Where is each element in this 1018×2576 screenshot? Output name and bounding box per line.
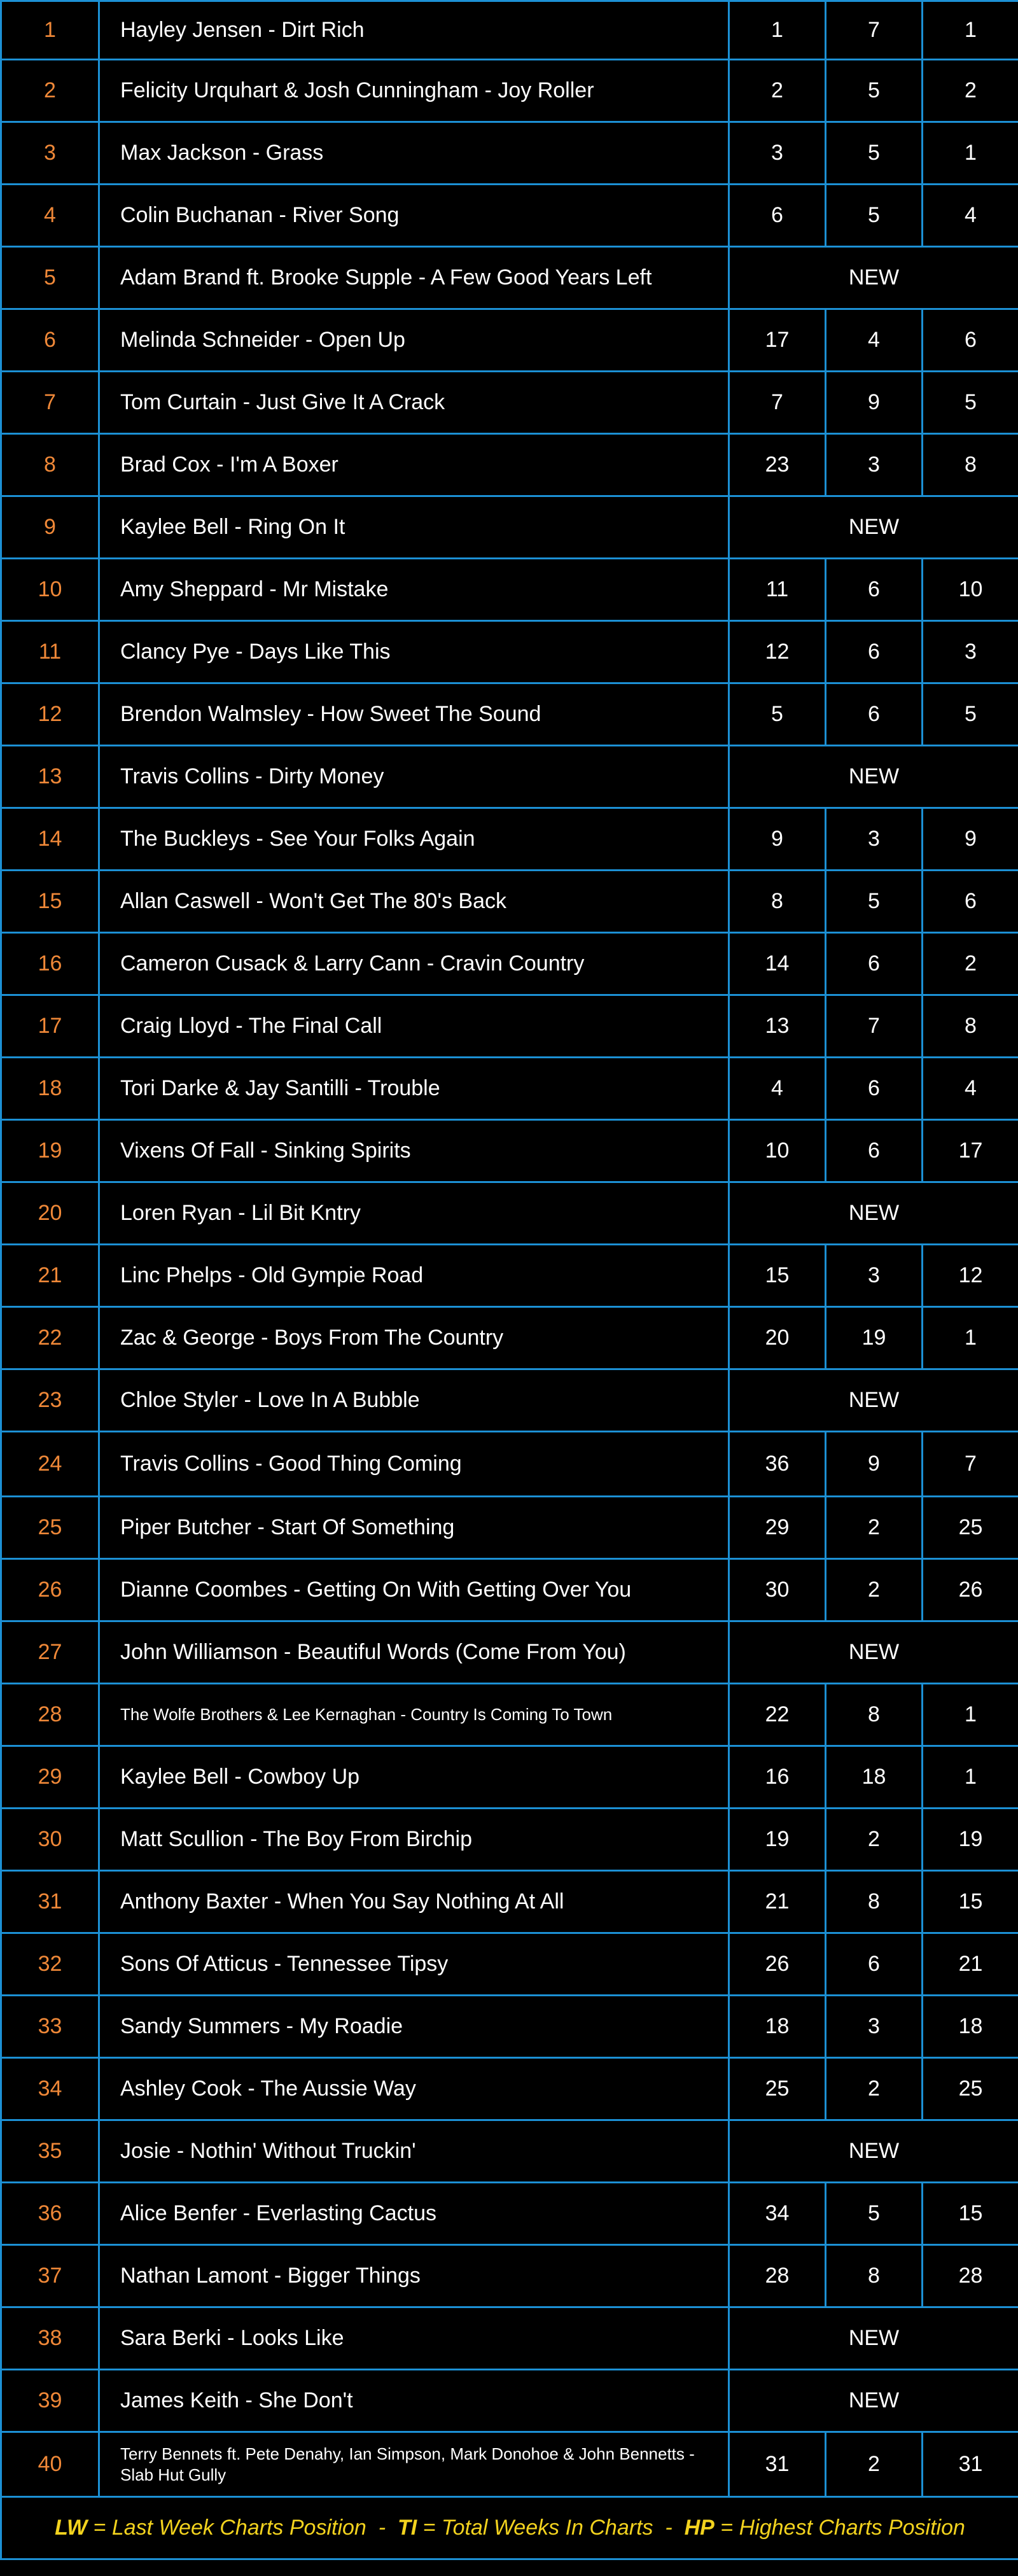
total-weeks-value: 5 xyxy=(826,60,923,122)
chart-position: 29 xyxy=(1,1746,99,1809)
legend-separator: - xyxy=(653,2516,685,2540)
chart-position: 9 xyxy=(1,496,99,559)
chart-position: 36 xyxy=(1,2183,99,2245)
highest-position-value: 31 xyxy=(923,2432,1018,2497)
last-week-value: 26 xyxy=(729,1933,826,1996)
highest-position-value: 28 xyxy=(923,2245,1018,2307)
last-week-value: 17 xyxy=(729,309,826,372)
table-row xyxy=(1,1182,1018,1245)
highest-position-value: 2 xyxy=(923,60,1018,122)
song-title: Tori Darke & Jay Santilli - Trouble xyxy=(99,1058,729,1120)
total-weeks-value: 2 xyxy=(826,1497,923,1559)
table-row xyxy=(1,808,1018,871)
table-row xyxy=(1,1369,1018,1432)
total-weeks-value: 5 xyxy=(826,871,923,933)
table-row xyxy=(1,2058,1018,2120)
chart-position: 27 xyxy=(1,1621,99,1684)
total-weeks-value: 3 xyxy=(826,808,923,871)
legend-ti-text: = Total Weeks In Charts xyxy=(417,2516,653,2540)
table-row xyxy=(1,434,1018,496)
table-row xyxy=(1,1933,1018,1996)
last-week-value: 9 xyxy=(729,808,826,871)
legend-lw-text: = Last Week Charts Position xyxy=(87,2516,366,2540)
total-weeks-value: 3 xyxy=(826,434,923,496)
total-weeks-value: 9 xyxy=(826,1432,923,1497)
total-weeks-value: 5 xyxy=(826,2183,923,2245)
song-title: Linc Phelps - Old Gympie Road xyxy=(99,1245,729,1307)
legend-separator: - xyxy=(366,2516,398,2540)
highest-position-value: 4 xyxy=(923,1058,1018,1120)
table-row xyxy=(1,1497,1018,1559)
song-title: Alice Benfer - Everlasting Cactus xyxy=(99,2183,729,2245)
song-title: Dianne Coombes - Getting On With Getting Over You xyxy=(99,1559,729,1621)
song-title: Amy Sheppard - Mr Mistake xyxy=(99,559,729,621)
legend-hp-text: = Highest Charts Position xyxy=(714,2516,965,2540)
song-title: The Wolfe Brothers & Lee Kernaghan - Country Is Coming To Town xyxy=(99,1684,729,1746)
table-row xyxy=(1,309,1018,372)
song-title: Terry Bennets ft. Pete Denahy, Ian Simpson, Mark Donohoe & John Bennetts - Slab Hut Gully xyxy=(99,2432,729,2497)
song-title: Anthony Baxter - When You Say Nothing At All xyxy=(99,1871,729,1933)
song-title: Travis Collins - Good Thing Coming xyxy=(99,1432,729,1497)
last-week-value: 14 xyxy=(729,933,826,995)
table-row xyxy=(1,1871,1018,1933)
new-entry-label: NEW xyxy=(729,1621,1018,1684)
table-row xyxy=(1,871,1018,933)
new-entry-label: NEW xyxy=(729,1182,1018,1245)
table-row xyxy=(1,2120,1018,2183)
highest-position-value: 15 xyxy=(923,2183,1018,2245)
chart-position: 33 xyxy=(1,1996,99,2058)
chart-position: 35 xyxy=(1,2120,99,2183)
table-row xyxy=(1,559,1018,621)
table-row xyxy=(1,1746,1018,1809)
total-weeks-value: 4 xyxy=(826,309,923,372)
chart-position: 17 xyxy=(1,995,99,1058)
table-row xyxy=(1,1684,1018,1746)
highest-position-value: 25 xyxy=(923,1497,1018,1559)
chart-position: 12 xyxy=(1,683,99,746)
chart-position: 39 xyxy=(1,2370,99,2432)
song-title: Adam Brand ft. Brooke Supple - A Few Good Years Left xyxy=(99,247,729,309)
highest-position-value: 1 xyxy=(923,1684,1018,1746)
chart-position: 15 xyxy=(1,871,99,933)
chart-position: 16 xyxy=(1,933,99,995)
table-row xyxy=(1,1559,1018,1621)
table-row xyxy=(1,1432,1018,1497)
table-row xyxy=(1,2307,1018,2370)
total-weeks-value: 7 xyxy=(826,1,923,60)
last-week-value: 29 xyxy=(729,1497,826,1559)
chart-position: 6 xyxy=(1,309,99,372)
total-weeks-value: 5 xyxy=(826,185,923,247)
song-title: Kaylee Bell - Ring On It xyxy=(99,496,729,559)
highest-position-value: 17 xyxy=(923,1120,1018,1182)
highest-position-value: 8 xyxy=(923,434,1018,496)
song-title: Piper Butcher - Start Of Something xyxy=(99,1497,729,1559)
total-weeks-value: 2 xyxy=(826,2058,923,2120)
last-week-value: 3 xyxy=(729,122,826,185)
song-title: Loren Ryan - Lil Bit Kntry xyxy=(99,1182,729,1245)
total-weeks-value: 3 xyxy=(826,1996,923,2058)
song-title: The Buckleys - See Your Folks Again xyxy=(99,808,729,871)
chart-rows xyxy=(1,1,1018,2497)
table-row xyxy=(1,746,1018,808)
last-week-value: 7 xyxy=(729,372,826,434)
highest-position-value: 5 xyxy=(923,372,1018,434)
table-row xyxy=(1,2183,1018,2245)
highest-position-value: 1 xyxy=(923,1746,1018,1809)
chart-position: 32 xyxy=(1,1933,99,1996)
chart-position: 1 xyxy=(1,1,99,60)
new-entry-label: NEW xyxy=(729,2307,1018,2370)
song-title: Zac & George - Boys From The Country xyxy=(99,1307,729,1369)
song-title: Tom Curtain - Just Give It A Crack xyxy=(99,372,729,434)
highest-position-value: 6 xyxy=(923,309,1018,372)
chart-position: 26 xyxy=(1,1559,99,1621)
chart-position: 37 xyxy=(1,2245,99,2307)
last-week-value: 20 xyxy=(729,1307,826,1369)
song-title: Kaylee Bell - Cowboy Up xyxy=(99,1746,729,1809)
table-row xyxy=(1,683,1018,746)
last-week-value: 13 xyxy=(729,995,826,1058)
highest-position-value: 8 xyxy=(923,995,1018,1058)
total-weeks-value: 6 xyxy=(826,1933,923,1996)
last-week-value: 6 xyxy=(729,185,826,247)
table-row xyxy=(1,185,1018,247)
last-week-value: 19 xyxy=(729,1809,826,1871)
last-week-value: 10 xyxy=(729,1120,826,1182)
highest-position-value: 1 xyxy=(923,1,1018,60)
total-weeks-value: 8 xyxy=(826,1684,923,1746)
chart-position: 3 xyxy=(1,122,99,185)
chart-position: 11 xyxy=(1,621,99,683)
song-title: Travis Collins - Dirty Money xyxy=(99,746,729,808)
table-row xyxy=(1,933,1018,995)
legend-lw-key: LW xyxy=(55,2516,88,2540)
highest-position-value: 4 xyxy=(923,185,1018,247)
total-weeks-value: 7 xyxy=(826,995,923,1058)
new-entry-label: NEW xyxy=(729,496,1018,559)
last-week-value: 4 xyxy=(729,1058,826,1120)
highest-position-value: 18 xyxy=(923,1996,1018,2058)
chart-position: 24 xyxy=(1,1432,99,1497)
chart-position: 10 xyxy=(1,559,99,621)
song-title: Brad Cox - I'm A Boxer xyxy=(99,434,729,496)
highest-position-value: 5 xyxy=(923,683,1018,746)
new-entry-label: NEW xyxy=(729,2120,1018,2183)
song-title: Matt Scullion - The Boy From Birchip xyxy=(99,1809,729,1871)
total-weeks-value: 6 xyxy=(826,1120,923,1182)
legend-hp-key: HP xyxy=(684,2516,715,2540)
song-title: Melinda Schneider - Open Up xyxy=(99,309,729,372)
table-row xyxy=(1,1245,1018,1307)
table-row xyxy=(1,2370,1018,2432)
song-title: Sons Of Atticus - Tennessee Tipsy xyxy=(99,1933,729,1996)
highest-position-value: 21 xyxy=(923,1933,1018,1996)
song-title: Ashley Cook - The Aussie Way xyxy=(99,2058,729,2120)
total-weeks-value: 2 xyxy=(826,1559,923,1621)
song-title: Brendon Walmsley - How Sweet The Sound xyxy=(99,683,729,746)
chart-position: 28 xyxy=(1,1684,99,1746)
new-entry-label: NEW xyxy=(729,1369,1018,1432)
chart-position: 18 xyxy=(1,1058,99,1120)
song-title: Hayley Jensen - Dirt Rich xyxy=(99,1,729,60)
total-weeks-value: 2 xyxy=(826,1809,923,1871)
chart-position: 8 xyxy=(1,434,99,496)
highest-position-value: 15 xyxy=(923,1871,1018,1933)
last-week-value: 15 xyxy=(729,1245,826,1307)
total-weeks-value: 8 xyxy=(826,2245,923,2307)
new-entry-label: NEW xyxy=(729,2370,1018,2432)
last-week-value: 28 xyxy=(729,2245,826,2307)
highest-position-value: 6 xyxy=(923,871,1018,933)
song-title: Cameron Cusack & Larry Cann - Cravin Country xyxy=(99,933,729,995)
song-title: Sandy Summers - My Roadie xyxy=(99,1996,729,2058)
chart-position: 22 xyxy=(1,1307,99,1369)
last-week-value: 31 xyxy=(729,2432,826,2497)
chart-position: 40 xyxy=(1,2432,99,2497)
chart-position: 13 xyxy=(1,746,99,808)
chart-position: 23 xyxy=(1,1369,99,1432)
total-weeks-value: 5 xyxy=(826,122,923,185)
highest-position-value: 10 xyxy=(923,559,1018,621)
song-title: Colin Buchanan - River Song xyxy=(99,185,729,247)
last-week-value: 11 xyxy=(729,559,826,621)
table-row xyxy=(1,1996,1018,2058)
song-title: Clancy Pye - Days Like This xyxy=(99,621,729,683)
song-title: John Williamson - Beautiful Words (Come From You) xyxy=(99,1621,729,1684)
highest-position-value: 7 xyxy=(923,1432,1018,1497)
chart-position: 31 xyxy=(1,1871,99,1933)
highest-position-value: 19 xyxy=(923,1809,1018,1871)
chart-position: 21 xyxy=(1,1245,99,1307)
table-row xyxy=(1,1307,1018,1369)
chart-position: 14 xyxy=(1,808,99,871)
song-title: Vixens Of Fall - Sinking Spirits xyxy=(99,1120,729,1182)
last-week-value: 12 xyxy=(729,621,826,683)
song-title: James Keith - She Don't xyxy=(99,2370,729,2432)
table-row xyxy=(1,995,1018,1058)
song-title: Josie - Nothin' Without Truckin' xyxy=(99,2120,729,2183)
total-weeks-value: 8 xyxy=(826,1871,923,1933)
total-weeks-value: 9 xyxy=(826,372,923,434)
song-title: Max Jackson - Grass xyxy=(99,122,729,185)
last-week-value: 8 xyxy=(729,871,826,933)
total-weeks-value: 18 xyxy=(826,1746,923,1809)
table-row xyxy=(1,2432,1018,2497)
total-weeks-value: 6 xyxy=(826,1058,923,1120)
song-title: Nathan Lamont - Bigger Things xyxy=(99,2245,729,2307)
last-week-value: 34 xyxy=(729,2183,826,2245)
total-weeks-value: 6 xyxy=(826,621,923,683)
highest-position-value: 25 xyxy=(923,2058,1018,2120)
last-week-value: 1 xyxy=(729,1,826,60)
table-row xyxy=(1,60,1018,122)
song-title: Allan Caswell - Won't Get The 80's Back xyxy=(99,871,729,933)
new-entry-label: NEW xyxy=(729,746,1018,808)
highest-position-value: 3 xyxy=(923,621,1018,683)
chart-position: 4 xyxy=(1,185,99,247)
last-week-value: 16 xyxy=(729,1746,826,1809)
total-weeks-value: 19 xyxy=(826,1307,923,1369)
table-row xyxy=(1,1,1018,60)
highest-position-value: 2 xyxy=(923,933,1018,995)
song-title: Sara Berki - Looks Like xyxy=(99,2307,729,2370)
new-entry-label: NEW xyxy=(729,247,1018,309)
last-week-value: 2 xyxy=(729,60,826,122)
total-weeks-value: 3 xyxy=(826,1245,923,1307)
highest-position-value: 12 xyxy=(923,1245,1018,1307)
chart-position: 20 xyxy=(1,1182,99,1245)
legend xyxy=(1,2497,1018,2559)
song-title: Felicity Urquhart & Josh Cunningham - Joy Roller xyxy=(99,60,729,122)
table-row xyxy=(1,122,1018,185)
chart-position: 19 xyxy=(1,1120,99,1182)
chart-position: 38 xyxy=(1,2307,99,2370)
last-week-value: 18 xyxy=(729,1996,826,2058)
table-row xyxy=(1,372,1018,434)
total-weeks-value: 6 xyxy=(826,933,923,995)
highest-position-value: 1 xyxy=(923,1307,1018,1369)
highest-position-value: 26 xyxy=(923,1559,1018,1621)
song-title: Chloe Styler - Love In A Bubble xyxy=(99,1369,729,1432)
song-title: Craig Lloyd - The Final Call xyxy=(99,995,729,1058)
highest-position-value: 9 xyxy=(923,808,1018,871)
chart-position: 2 xyxy=(1,60,99,122)
chart-position: 30 xyxy=(1,1809,99,1871)
chart-position: 5 xyxy=(1,247,99,309)
chart-position: 25 xyxy=(1,1497,99,1559)
table-row xyxy=(1,1809,1018,1871)
table-row xyxy=(1,1058,1018,1120)
table-row xyxy=(1,1120,1018,1182)
chart-position: 34 xyxy=(1,2058,99,2120)
table-row xyxy=(1,496,1018,559)
legend-ti-key: TI xyxy=(397,2516,417,2540)
last-week-value: 30 xyxy=(729,1559,826,1621)
table-row xyxy=(1,1621,1018,1684)
total-weeks-value: 6 xyxy=(826,559,923,621)
last-week-value: 21 xyxy=(729,1871,826,1933)
table-row xyxy=(1,247,1018,309)
last-week-value: 23 xyxy=(729,434,826,496)
highest-position-value: 1 xyxy=(923,122,1018,185)
last-week-value: 36 xyxy=(729,1432,826,1497)
last-week-value: 22 xyxy=(729,1684,826,1746)
chart-position: 7 xyxy=(1,372,99,434)
last-week-value: 5 xyxy=(729,683,826,746)
table-row xyxy=(1,621,1018,683)
total-weeks-value: 6 xyxy=(826,683,923,746)
last-week-value: 25 xyxy=(729,2058,826,2120)
table-row xyxy=(1,2245,1018,2307)
total-weeks-value: 2 xyxy=(826,2432,923,2497)
